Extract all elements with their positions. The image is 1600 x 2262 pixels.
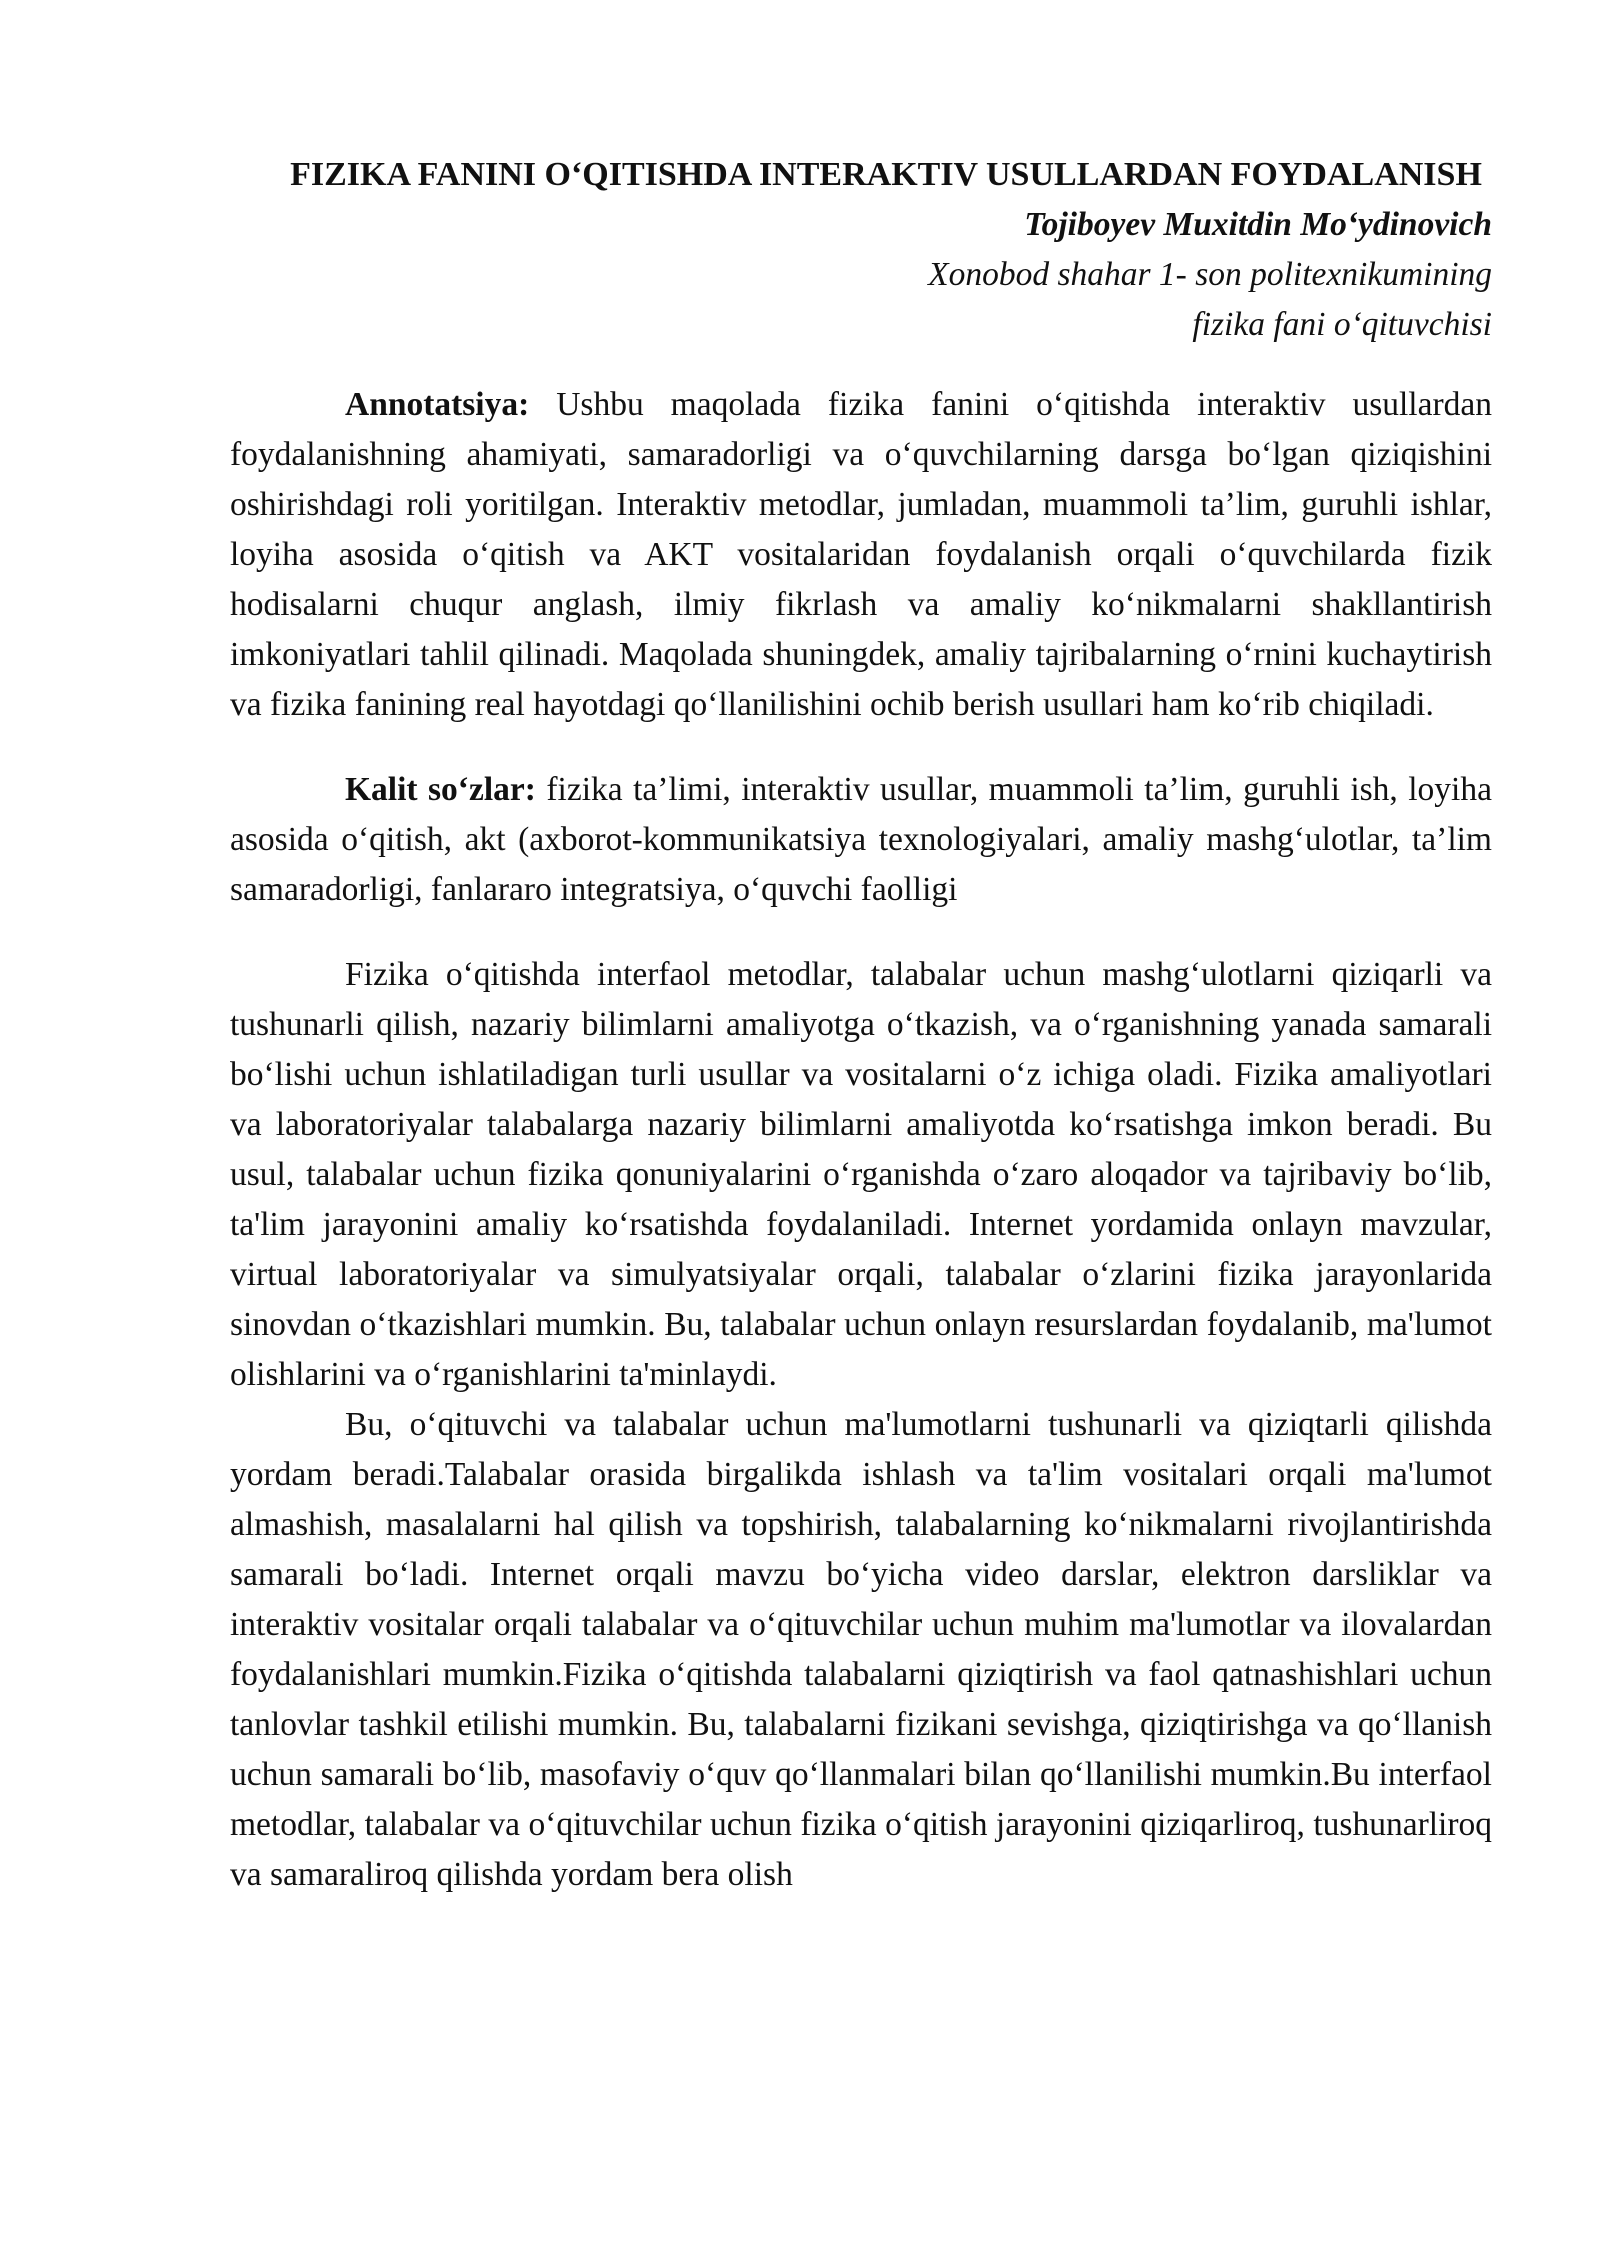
author-affiliation-line1: Xonobod shahar 1- son politexnikumining bbox=[928, 256, 1492, 293]
annotation-text: Ushbu maqolada fizika fanini o‘qitishda interaktiv usullardan foydalanishning ahamiyati, samaradorligi va o‘quvchilarning darsga bo‘lgan qiziqishini oshirishdagi roli yoritilgan. Interaktiv metodlar, jumladan, muammoli ta’lim, guruhli ishlar, loyiha asosida o‘qitish va AKT vositalaridan foydalanish orqali o‘quvchilarda fizik hodisalarni chuqur anglash, ilmiy fikrlash va amaliy ko‘nikmalarni shakllantirish imkoniyatlari tahlil qilinadi. Maqolada shuningdek, amaliy tajribalarning o‘rnini kuchaytirish va fizika fanining real hayotdagi qo‘llanilishini ochib berish usullari ham ko‘rib chiqiladi. bbox=[230, 386, 1492, 723]
body-paragraph-1: Fizika o‘qitishda interfaol metodlar, talabalar uchun mashg‘ulotlarni qiziqarli va tushunarli qilish, nazariy bilimlarni amaliyotga o‘tkazish, va o‘rganishning yanada samarali bo‘lishi uchun ishlatiladigan turli usullar va vositalarni o‘z ichiga oladi. Fizika amaliyotlari va laboratoriyalar talabalarga nazariy bilimlarni amaliyotda ko‘rsatishga imkon beradi. Bu usul, talabalar uchun fizika qonuniyalarini o‘rganishda o‘zaro aloqador va tajribaviy bo‘lib, ta'lim jarayonini amaliy ko‘rsatishda foydalaniladi. Internet yordamida onlayn mavzular, virtual laboratoriyalar va simulyatsiyalar orqali, talabalar o‘zlarini fizika jarayonlarida sinovdan o‘tkazishlari mumkin. Bu, talabalar uchun onlayn resurslardan foydalanib, ma'lumot olishlarini va o‘rganishlarini ta'minlaydi. bbox=[230, 956, 1492, 1393]
page-content bbox=[230, 150, 1492, 1900]
keywords-label: Kalit so‘zlar: bbox=[345, 771, 536, 808]
article-title: FIZIKA FANINI O‘QITISHDA INTERAKTIV USULLARDAN FOYDALANISH bbox=[290, 156, 1482, 193]
author-affiliation-line2: fizika fani o‘qituvchisi bbox=[1192, 306, 1492, 343]
annotation-label: Annotatsiya: bbox=[345, 386, 530, 423]
annotation-paragraph bbox=[230, 380, 1492, 730]
keywords-text: fizika ta’limi, interaktiv usullar, muammoli ta’lim, guruhli ish, loyiha asosida o‘qitish, akt (axborot-kommunikatsiya texnologiyalari, amaliy mashg‘ulotlar, ta’lim samaradorligi, fanlararo integratsiya, o‘quvchi faolligi bbox=[230, 771, 1492, 908]
keywords-paragraph bbox=[230, 765, 1492, 915]
author-name: Tojiboyev Muxitdin Mo‘ydinovich bbox=[1024, 206, 1492, 243]
author-block bbox=[230, 200, 1492, 350]
body-paragraph-2: Bu, o‘qituvchi va talabalar uchun ma'lumotlarni tushunarli va qiziqtarli qilishda yordam beradi.Talabalar orasida birgalikda ishlash va ta'lim vositalari orqali ma'lumot almashish, masalalarni hal qilish va topshirish, talabalarning ko‘nikmalarni rivojlantirishda samarali bo‘ladi. Internet orqali mavzu bo‘yicha video darslar, elektron darsliklar va interaktiv vositalar orqali talabalar va o‘qituvchilar uchun muhim ma'lumotlar va ilovalardan foydalanishlari mumkin.Fizika o‘qitishda talabalarni qiziqtirish va faol qatnashishlari uchun tanlovlar tashkil etilishi mumkin. Bu, talabalarni fizikani sevishga, qiziqtirishga va qo‘llanish uchun samarali bo‘lib, masofaviy o‘quv qo‘llanmalari bilan qo‘llanilishi mumkin.Bu interfaol metodlar, talabalar va o‘qituvchilar uchun fizika o‘qitish jarayonini qiziqarliroq, tushunarliroq va samaraliroq qilishda yordam bera olish bbox=[230, 1406, 1492, 1893]
